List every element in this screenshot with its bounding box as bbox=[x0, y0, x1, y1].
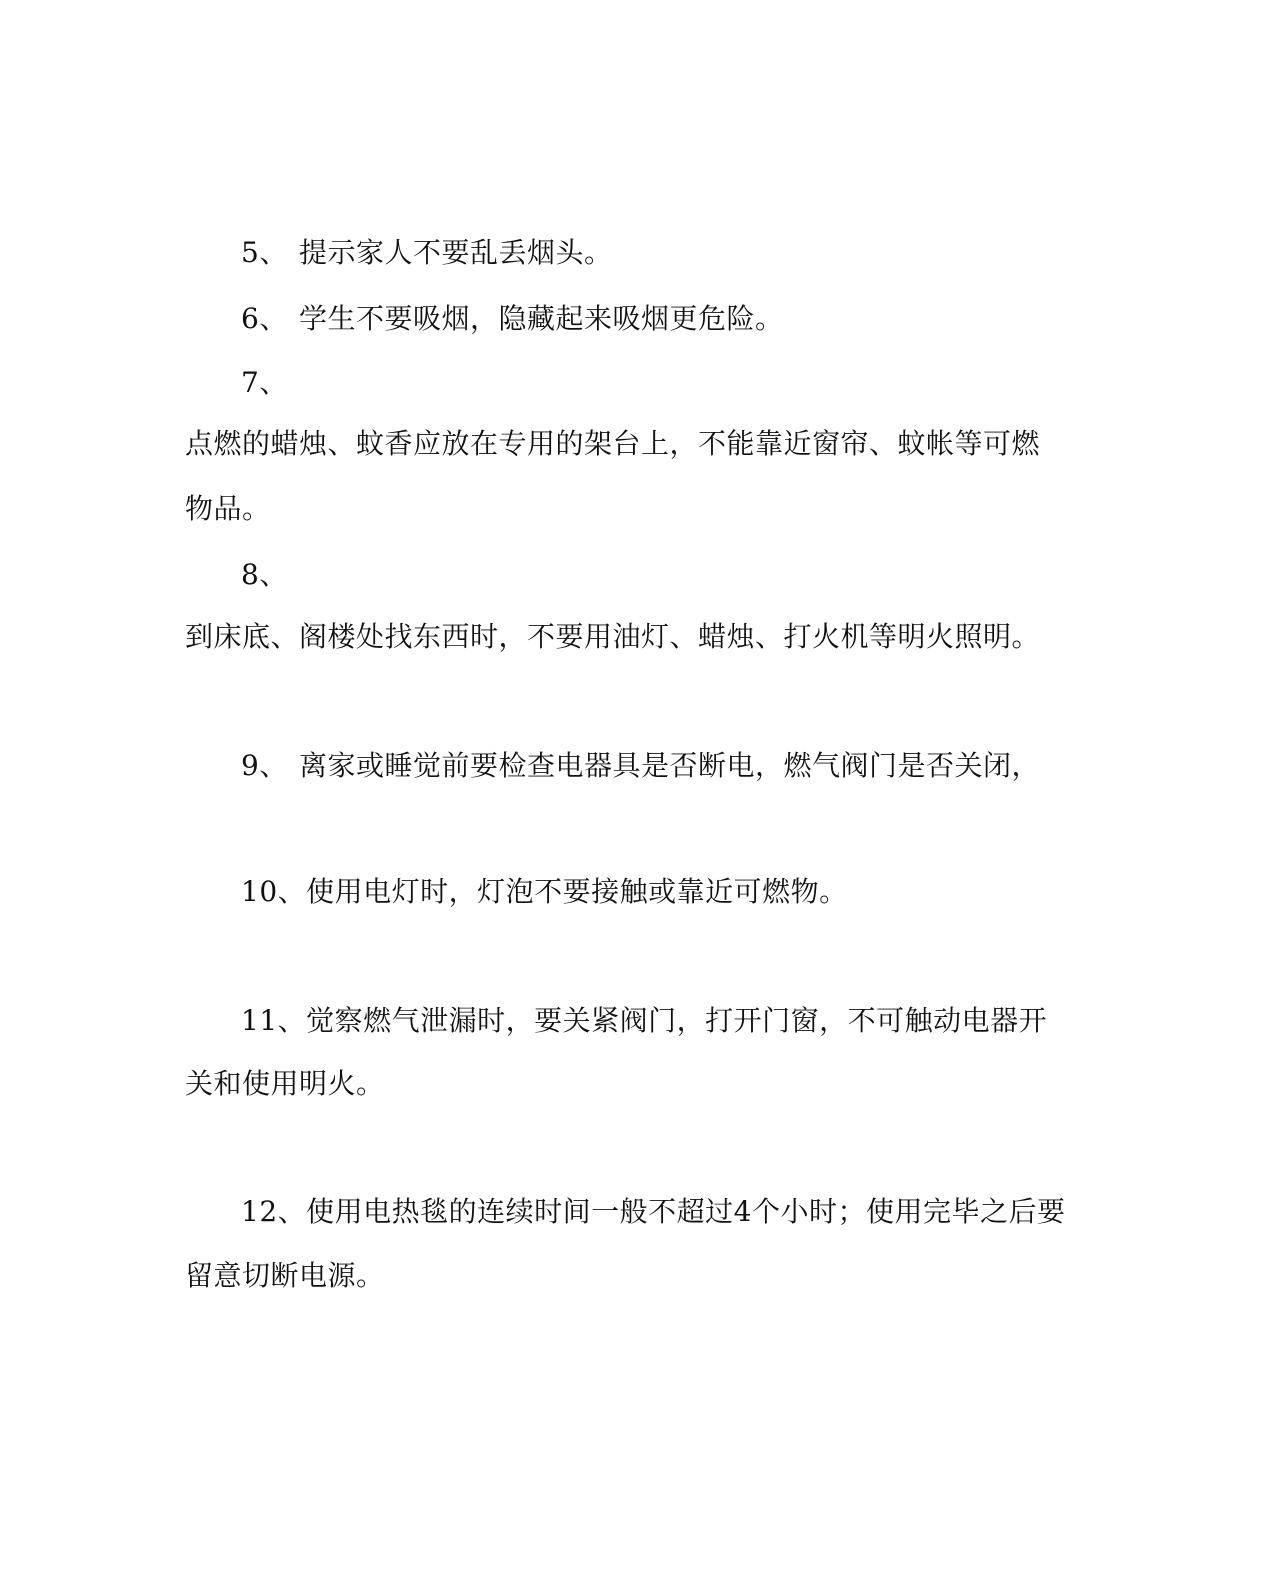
item-8-number: 8、 bbox=[241, 558, 288, 591]
item-8-text-line-1: 到床底、阁楼处找东西时，不要用油灯、蜡烛、打火机等明火照明。 bbox=[185, 620, 1041, 653]
item-11-line-1: 11、觉察燃气泄漏时，要关紧阀门，打开门窗，不可触动电器开 bbox=[241, 1004, 1048, 1037]
item-text: 提示家人不要乱丢烟头。 bbox=[299, 236, 613, 269]
item-text: 学生不要吸烟，隐藏起来吸烟更危险。 bbox=[299, 302, 784, 335]
item-6 bbox=[241, 302, 784, 336]
item-9 bbox=[241, 749, 1040, 783]
item-12-line-2: 留意切断电源。 bbox=[185, 1259, 385, 1292]
item-number: 6、 bbox=[241, 302, 288, 335]
item-text: 离家或睡觉前要检查电器具是否断电，燃气阀门是否关闭， bbox=[299, 749, 1041, 782]
item-5 bbox=[241, 236, 613, 270]
item-number: 5、 bbox=[241, 236, 288, 269]
item-11-line-2: 关和使用明火。 bbox=[185, 1067, 385, 1100]
item-number: 9、 bbox=[241, 749, 288, 782]
item-10: 10、使用电灯时，灯泡不要接触或靠近可燃物。 bbox=[241, 875, 848, 908]
item-7-number: 7、 bbox=[241, 366, 288, 399]
item-7-text-line-1: 点燃的蜡烛、蚊香应放在专用的架台上，不能靠近窗帘、蚊帐等可燃 bbox=[185, 427, 1041, 460]
item-7-text-line-2: 物品。 bbox=[185, 492, 271, 525]
item-12-line-1: 12、使用电热毯的连续时间一般不超过4个小时；使用完毕之后要 bbox=[241, 1195, 1066, 1228]
